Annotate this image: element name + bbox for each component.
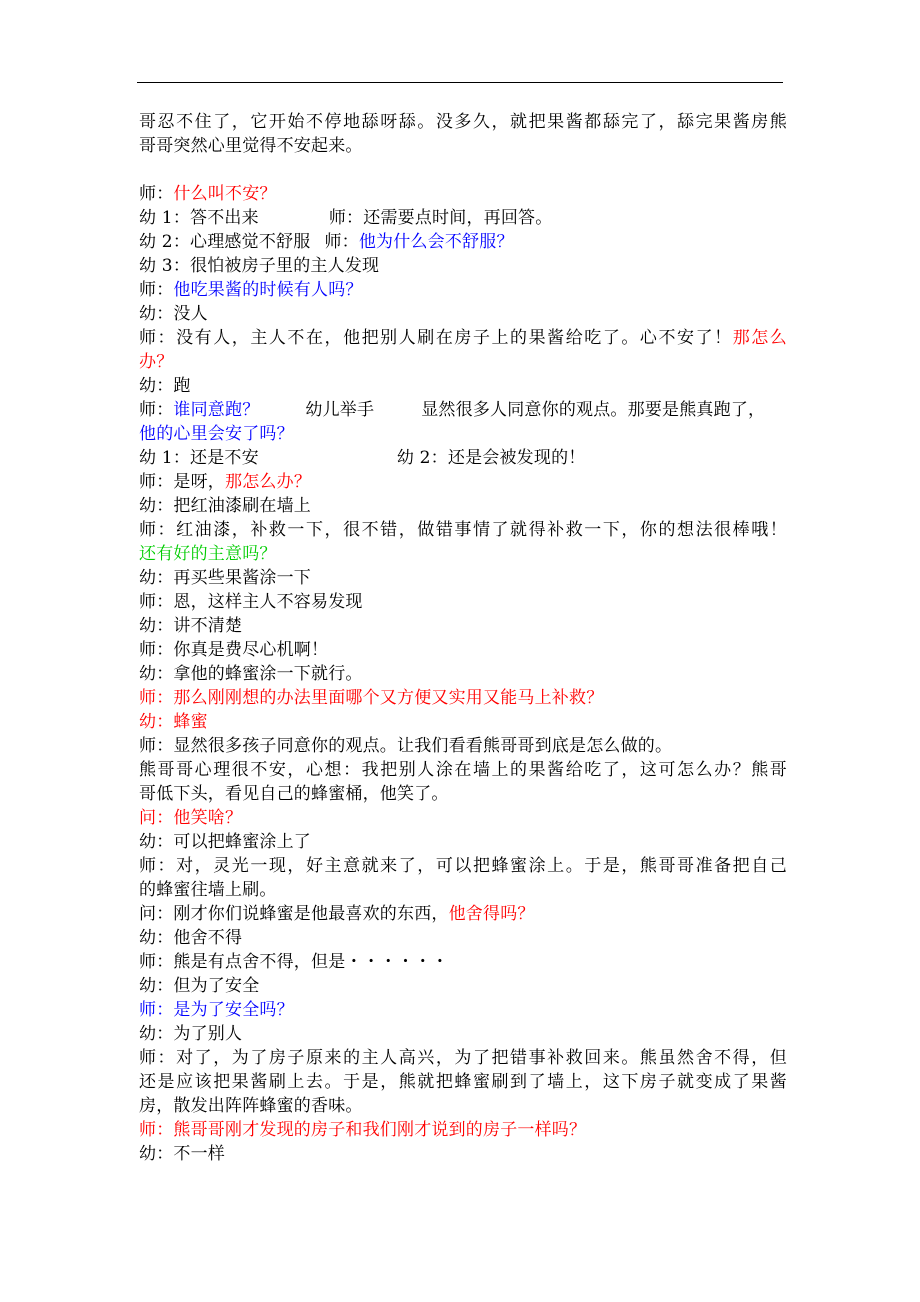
dialogue-line: [139, 926, 787, 950]
speaker-label: 幼：: [139, 1024, 174, 1044]
document-body: [139, 110, 787, 1166]
dialogue-text: 拿他的蜂蜜涂一下就行。: [173, 664, 363, 684]
speaker-label: 幼：: [139, 712, 174, 732]
dialogue-line: [139, 854, 787, 878]
dialogue-text: 为了别人: [173, 1024, 243, 1044]
dialogue-line: [139, 254, 787, 278]
dialogue-line: [139, 494, 787, 518]
speaker-label: 幼：: [139, 664, 174, 684]
dialogue-text: 你真是费尽心机啊！: [173, 640, 329, 660]
dialogue-text: 那怎么: [732, 328, 787, 348]
speaker-label: 幼 2：: [139, 232, 191, 252]
narration-text: 熊哥哥心理很不安，心想：我把别人涂在墙上的果酱给吃了，这可怎么办？熊哥: [139, 760, 787, 780]
dialogue-line: [139, 830, 787, 854]
dialogue-text: 显然很多孩子同意你的观点。让我们看看熊哥哥到底是怎么做的。: [173, 736, 673, 756]
speaker-label: 幼 1：: [139, 448, 191, 468]
speaker-label: 师：: [139, 1120, 174, 1140]
dialogue-text: 他为什么会不舒服？: [358, 232, 514, 252]
speaker-label: 幼：: [139, 976, 174, 996]
dialogue-line: [139, 950, 787, 974]
dialogue-text: 红油漆，补救一下，很不错，做错事情了就得补救一下，你的想法很棒哦！: [176, 520, 787, 540]
dialogue-text: 还是不安: [190, 448, 259, 468]
dialogue-text: 熊是有点舍不得，但是・・・・・・: [173, 952, 449, 972]
dialogue-text: 他吃果酱的时候有人吗？: [173, 280, 363, 300]
speaker-label: 师：: [328, 208, 364, 228]
dialogue-line: [139, 1118, 787, 1142]
dialogue-text: 刚才你们说蜂蜜是他最喜欢的东西，: [173, 904, 449, 924]
dialogue-line: [139, 230, 787, 254]
dialogue-line: [139, 1070, 787, 1094]
dialogue-line: [139, 710, 787, 734]
dialogue-text: 没有人，主人不在，他把别人刷在房子上的果酱给吃了。心不安了！: [176, 328, 733, 348]
speaker-label: 师：: [139, 1048, 177, 1068]
dialogue-text: 他笑啥？: [173, 808, 243, 828]
speaker-label: 师：: [139, 184, 174, 204]
dialogue-text: 是呀，: [173, 472, 226, 492]
speaker-label: 幼：: [139, 616, 174, 636]
dialogue-line: [139, 350, 787, 374]
dialogue-text: 显然很多人同意你的观点。那要是熊真跑了，: [421, 400, 766, 420]
dialogue-text: 跑: [173, 376, 191, 396]
narration-line: [139, 758, 787, 782]
dialogue-text: 他的心里会安了吗？: [139, 424, 294, 444]
speaker-label: 幼 2：: [396, 448, 448, 468]
header-rule: [137, 82, 783, 83]
dialogue-text: 那么刚刚想的办法里面哪个又方便又实用又能马上补救？: [173, 688, 604, 708]
speaker-label: 师：: [139, 640, 174, 660]
dialogue-text: 答不出来: [190, 208, 259, 228]
speaker-label: 师：: [139, 688, 174, 708]
dialogue-line: [139, 326, 787, 350]
dialogue-text: 对了，为了房子原来的主人高兴，为了把错事补救回来。熊虽然舍不得，但: [176, 1048, 787, 1068]
dialogue-line: [139, 1022, 787, 1046]
speaker-label: 师：: [139, 856, 177, 876]
dialogue-line: [139, 806, 787, 830]
dialogue-text: 的蜂蜜往墙上刷。: [139, 880, 277, 900]
dialogue-line: [139, 902, 787, 926]
speaker-label: 问：: [139, 904, 174, 924]
dialogue-text: 可以把蜂蜜涂上了: [173, 832, 312, 852]
speaker-label: 师：: [139, 280, 174, 300]
dialogue-text: 那怎么办？: [225, 472, 312, 492]
speaker-label: 幼 1：: [139, 208, 191, 228]
dialogue-text: 办？: [139, 352, 174, 372]
dialogue-line: [139, 446, 787, 470]
speaker-label: 问：: [139, 808, 174, 828]
speaker-label: 师：: [324, 232, 359, 252]
dialogue-line: [139, 302, 787, 326]
dialogue-line: [139, 1142, 787, 1166]
dialogue-line: [139, 518, 787, 542]
dialogue-text: 心理感觉不舒服: [190, 232, 311, 252]
dialogue-text: 谁同意跑？: [173, 400, 260, 420]
dialogue-text: 不一样: [173, 1144, 226, 1164]
speaker-label: 师：: [139, 328, 177, 348]
dialogue-text: 对，灵光一现，好主意就来了，可以把蜂蜜涂上。于是，熊哥哥准备把自己: [176, 856, 787, 876]
dialogue-line: [139, 206, 787, 230]
intro-text: 哥哥突然心里觉得不安起来。: [139, 136, 363, 156]
dialogue-text: 熊哥哥刚才发现的房子和我们刚才说到的房子一样吗？: [173, 1120, 587, 1140]
dialogue-text: 房，散发出阵阵蜂蜜的香味。: [139, 1096, 363, 1116]
speaker-label: 师：: [139, 952, 174, 972]
paragraph-line: [139, 134, 787, 158]
narration-text: 哥低下头，看见自己的蜂蜜桶，他笑了。: [139, 784, 449, 804]
dialogue-text: 但为了安全: [173, 976, 260, 996]
dialogue-text: 他舍得吗？: [448, 904, 535, 924]
speaker-label: 师：: [139, 1000, 174, 1020]
blank-line: [139, 158, 787, 182]
dialogue-line: [139, 590, 787, 614]
dialogue-text: 很怕被房子里的主人发现: [190, 256, 380, 276]
speaker-label: 幼：: [139, 832, 174, 852]
dialogue-text: 还需要点时间，再回答。: [363, 208, 553, 228]
dialogue-text: 把红油漆刷在墙上: [173, 496, 312, 516]
speaker-label: 师：: [139, 592, 174, 612]
dialogue-text: 讲不清楚: [173, 616, 243, 636]
dialogue-text: 幼儿举手: [305, 400, 375, 420]
narration-line: [139, 782, 787, 806]
dialogue-line: [139, 182, 787, 206]
speaker-label: 幼 3：: [139, 256, 191, 276]
dialogue-line: [139, 998, 787, 1022]
dialogue-text: 再买些果酱涂一下: [173, 568, 312, 588]
speaker-label: 师：: [139, 472, 174, 492]
dialogue-text: 还是会被发现的！: [447, 448, 586, 468]
dialogue-text: 是为了安全吗？: [173, 1000, 294, 1020]
dialogue-text: 什么叫不安？: [173, 184, 277, 204]
dialogue-line: [139, 638, 787, 662]
dialogue-text: 还是应该把果酱刷上去。于是，熊就把蜂蜜刷到了墙上，这下房子就变成了果酱: [139, 1072, 787, 1092]
dialogue-line: [139, 470, 787, 494]
speaker-label: 幼：: [139, 568, 174, 588]
dialogue-line: [139, 686, 787, 710]
speaker-label: 幼：: [139, 304, 174, 324]
dialogue-text: 没人: [173, 304, 208, 324]
dialogue-line: [139, 374, 787, 398]
dialogue-line: [139, 398, 787, 422]
dialogue-text: 他舍不得: [173, 928, 243, 948]
dialogue-text: 蜂蜜: [173, 712, 208, 732]
dialogue-line: [139, 1046, 787, 1070]
dialogue-text: 还有好的主意吗？: [139, 544, 277, 564]
intro-text: 哥忍不住了，它开始不停地舔呀舔。没多久，就把果酱都舔完了，舔完果酱房熊: [139, 112, 787, 132]
dialogue-line: [139, 734, 787, 758]
speaker-label: 师：: [139, 400, 174, 420]
speaker-label: 幼：: [139, 928, 174, 948]
dialogue-line: [139, 614, 787, 638]
speaker-label: 幼：: [139, 1144, 174, 1164]
dialogue-line: [139, 542, 787, 566]
dialogue-line: [139, 278, 787, 302]
dialogue-line: [139, 974, 787, 998]
dialogue-line: [139, 1094, 787, 1118]
dialogue-line: [139, 566, 787, 590]
dialogue-line: [139, 662, 787, 686]
paragraph-line: [139, 110, 787, 134]
dialogue-text: 恩，这样主人不容易发现: [173, 592, 363, 612]
dialogue-line: [139, 422, 787, 446]
speaker-label: 幼：: [139, 496, 174, 516]
speaker-label: 师：: [139, 520, 177, 540]
speaker-label: 师：: [139, 736, 174, 756]
dialogue-line: [139, 878, 787, 902]
speaker-label: 幼：: [139, 376, 174, 396]
